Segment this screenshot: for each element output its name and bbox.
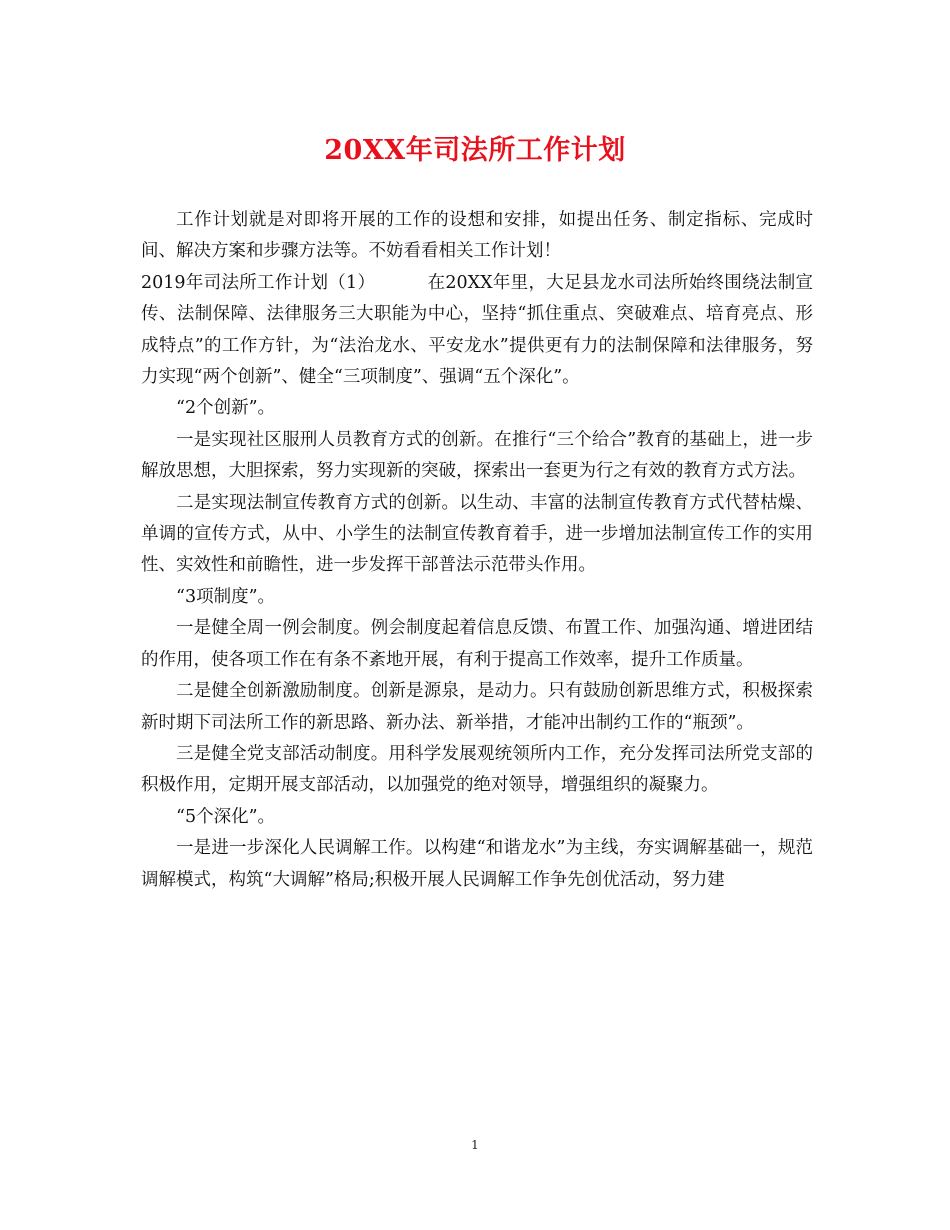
systems-heading: “3项制度”。	[176, 586, 276, 607]
deepening-heading: “5个深化”。	[176, 806, 276, 827]
innovation-1-paragraph: 一是实现社区服刑人员教育方式的创新。在推行“三个给合”教育的基础上，进一步解放思想，大胆探索，努力实现新的突破，探索出一套更为行之有效的教育方式方法。	[141, 429, 813, 482]
innovations-heading: “2个创新”。	[176, 398, 276, 419]
intro-paragraph: 工作计划就是对即将开展的工作的设想和安排，如提出任务、制定指标、完成时间、解决方案和步骤方法等。不妨看看相关工作计划！	[141, 210, 813, 262]
system-2-paragraph: 二是健全创新激励制度。创新是源泉，是动力。只有鼓励创新思维方式，积极探索新时期下司法所工作的新思路、新办法、新举措，才能冲出制约工作的“瓶颈”。	[141, 681, 813, 733]
document-title: 20XX年司法所工作计划	[324, 135, 626, 166]
document-body	[141, 205, 813, 896]
section-paragraph	[141, 268, 813, 394]
section-heading: 2019年司法所工作计划（1）	[141, 272, 376, 293]
page-number: 1	[471, 1138, 479, 1152]
system-1-paragraph: 一是健全周一例会制度。例会制度起着信息反馈、布置工作、加强沟通、增进团结的作用，使各项工作在有条不紊地开展，有利于提高工作效率，提升工作质量。	[141, 618, 813, 670]
deepening-1-paragraph: 一是进一步深化人民调解工作。以构建“和谐龙水”为主线，夯实调解基础一，规范调解模式，构筑“大调解”格局;积极开展人民调解工作争先创优活动，努力建	[141, 838, 813, 890]
system-3-paragraph: 三是健全党支部活动制度。用科学发展观统领所内工作，充分发挥司法所党支部的积极作用，定期开展支部活动，以加强党的绝对领导，增强组织的凝聚力。	[141, 743, 813, 796]
section-lead: 在20XX年里，大足县龙水司法所始终围绕法制宣传、法制保障、法律服务三大职能为中心，坚持“抓住重点、突破难点、培育亮点、形成特点”的工作方针，为“法治龙水、平安龙水”提供更有力的法制保障和法律服务，努力实现“两个创新”、健全“三项制度”、强调“五个深化”。	[141, 272, 814, 388]
innovation-2-paragraph: 二是实现法制宣传教育方式的创新。以生动、丰富的法制宣传教育方式代替枯燥、单调的宣传方式，从中、小学生的法制宣传教育着手，进一步增加法制宣传工作的实用性、实效性和前瞻性，进一步发挥干部普法示范带头作用。	[141, 492, 813, 576]
